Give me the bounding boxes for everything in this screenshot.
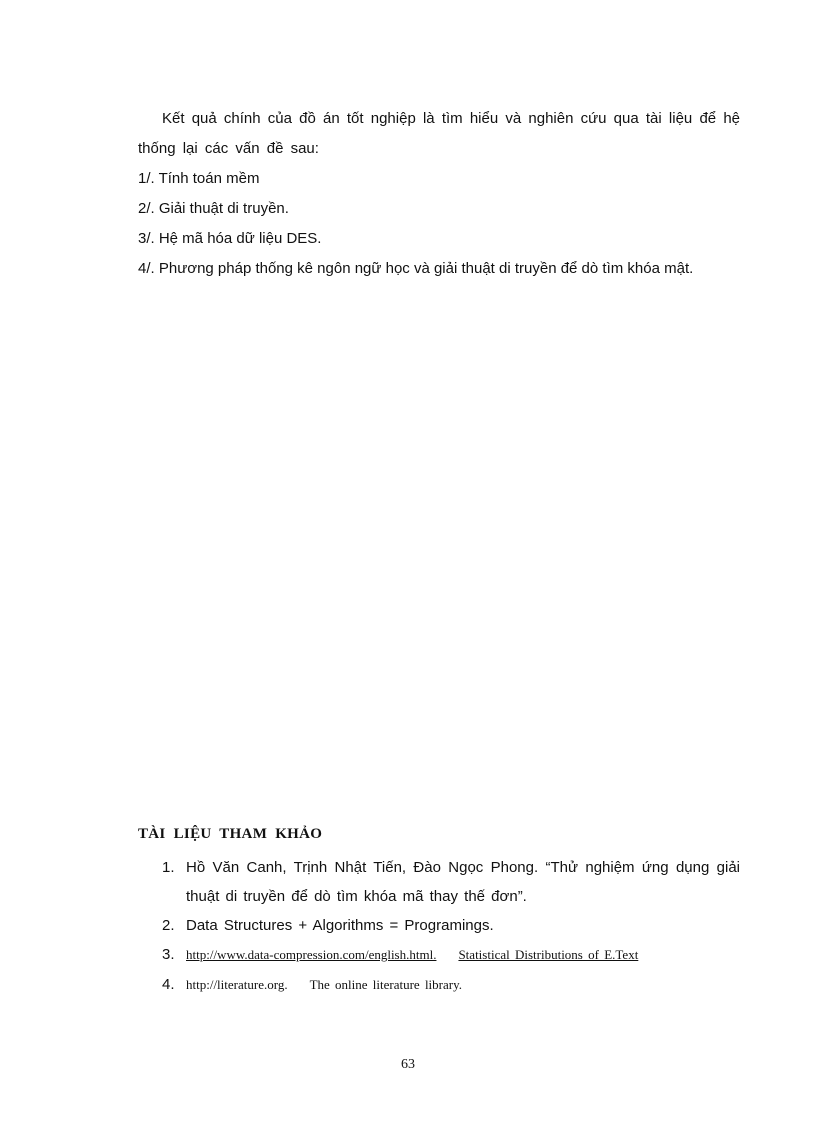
- reference-item: [138, 970, 740, 1000]
- page-number: 63: [401, 1057, 415, 1072]
- conclusion-item: 2/. Giải thuật di truyền.: [138, 200, 289, 217]
- conclusion-item: 3/. Hệ mã hóa dữ liệu DES.: [138, 230, 322, 247]
- reference-item: [138, 853, 740, 911]
- reference-number: 4.: [162, 976, 175, 993]
- conclusion-item: 4/. Phương pháp thống kê ngôn ngữ học và giải thuật di truyền để dò tìm khóa mật.: [138, 260, 694, 277]
- conclusion-section: [138, 104, 740, 284]
- references-title: TÀI LIỆU THAM KHẢO: [138, 826, 323, 842]
- reference-link-text[interactable]: [186, 940, 740, 970]
- conclusion-item: 1/. Tính toán mềm: [138, 170, 260, 187]
- reference-text: The online literature library.: [309, 977, 463, 992]
- reference-link[interactable]: http://literature.org.: [186, 977, 288, 992]
- references-section: [138, 823, 740, 1000]
- reference-item: [138, 911, 740, 940]
- reference-text: Statistical Distributions of E.Text: [458, 947, 639, 962]
- conclusion-intro: Kết quả chính của đồ án tốt nghiệp là tìm hiểu và nghiên cứu qua tài liệu để hệ thống lại các vấn đề sau:: [138, 110, 740, 157]
- reference-link[interactable]: http://www.data-compression.com/english.html.: [186, 947, 437, 962]
- reference-number: 2.: [162, 917, 175, 934]
- reference-text: Hồ Văn Canh, Trịnh Nhật Tiến, Đào Ngọc Phong. “Thử nghiệm ứng dụng giải thuật di truyền để dò tìm khóa mã thay thế đơn”.: [186, 859, 740, 905]
- reference-text: Data Structures + Algorithms = Programings.: [186, 917, 494, 934]
- reference-item: [138, 940, 740, 970]
- reference-number: 1.: [162, 859, 175, 876]
- reference-link-text: [186, 970, 740, 1000]
- reference-number: 3.: [162, 946, 175, 963]
